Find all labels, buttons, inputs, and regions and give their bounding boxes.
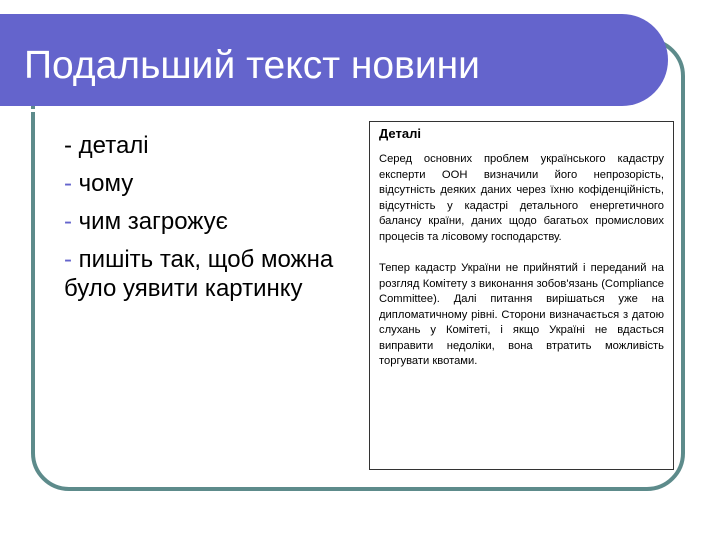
bullet-text: деталі xyxy=(72,132,149,159)
details-heading: Деталі xyxy=(379,126,421,141)
bullet-item xyxy=(64,245,354,303)
slide-title: Подальший текст новини xyxy=(24,44,480,87)
details-paragraph: Серед основних проблем українського кадастру експерти ООН визначили його непрозорість, відсутність деяких даних через їхню кофіденційність, відсутність у кадастрі детального енергетичного балансу країни, даних щодо багатьох промислових процесів та лісовому господарству. xyxy=(379,153,664,243)
bullet-item xyxy=(64,131,354,160)
bullet-dash: - xyxy=(64,208,72,235)
bullet-dash: - xyxy=(64,170,72,197)
bullet-dash: - xyxy=(64,246,72,273)
bullet-dash: - xyxy=(64,132,72,159)
bullet-text: чому xyxy=(72,170,134,197)
bullet-item xyxy=(64,169,354,198)
details-paragraph: Тепер кадастр України не прийнятий і переданий на розгляд Комітету з виконання зобов'язань (Compliance Committee). Далі питання вирішаться уже на дипломатичному рівні. Сторони визначається з датою слухань у Комітеті, і якщо Україні не вдасться виправити недоліки, вона втратить можливість торгувати квотами. xyxy=(379,262,664,367)
bullet-text: чим загрожує xyxy=(72,208,228,235)
bullet-list xyxy=(64,131,354,312)
bullet-item xyxy=(64,207,354,236)
bullet-text: пишіть так, щоб можна було уявити картинку xyxy=(64,246,334,302)
title-banner xyxy=(0,14,668,106)
title-underline xyxy=(0,109,638,112)
details-box xyxy=(369,121,674,470)
